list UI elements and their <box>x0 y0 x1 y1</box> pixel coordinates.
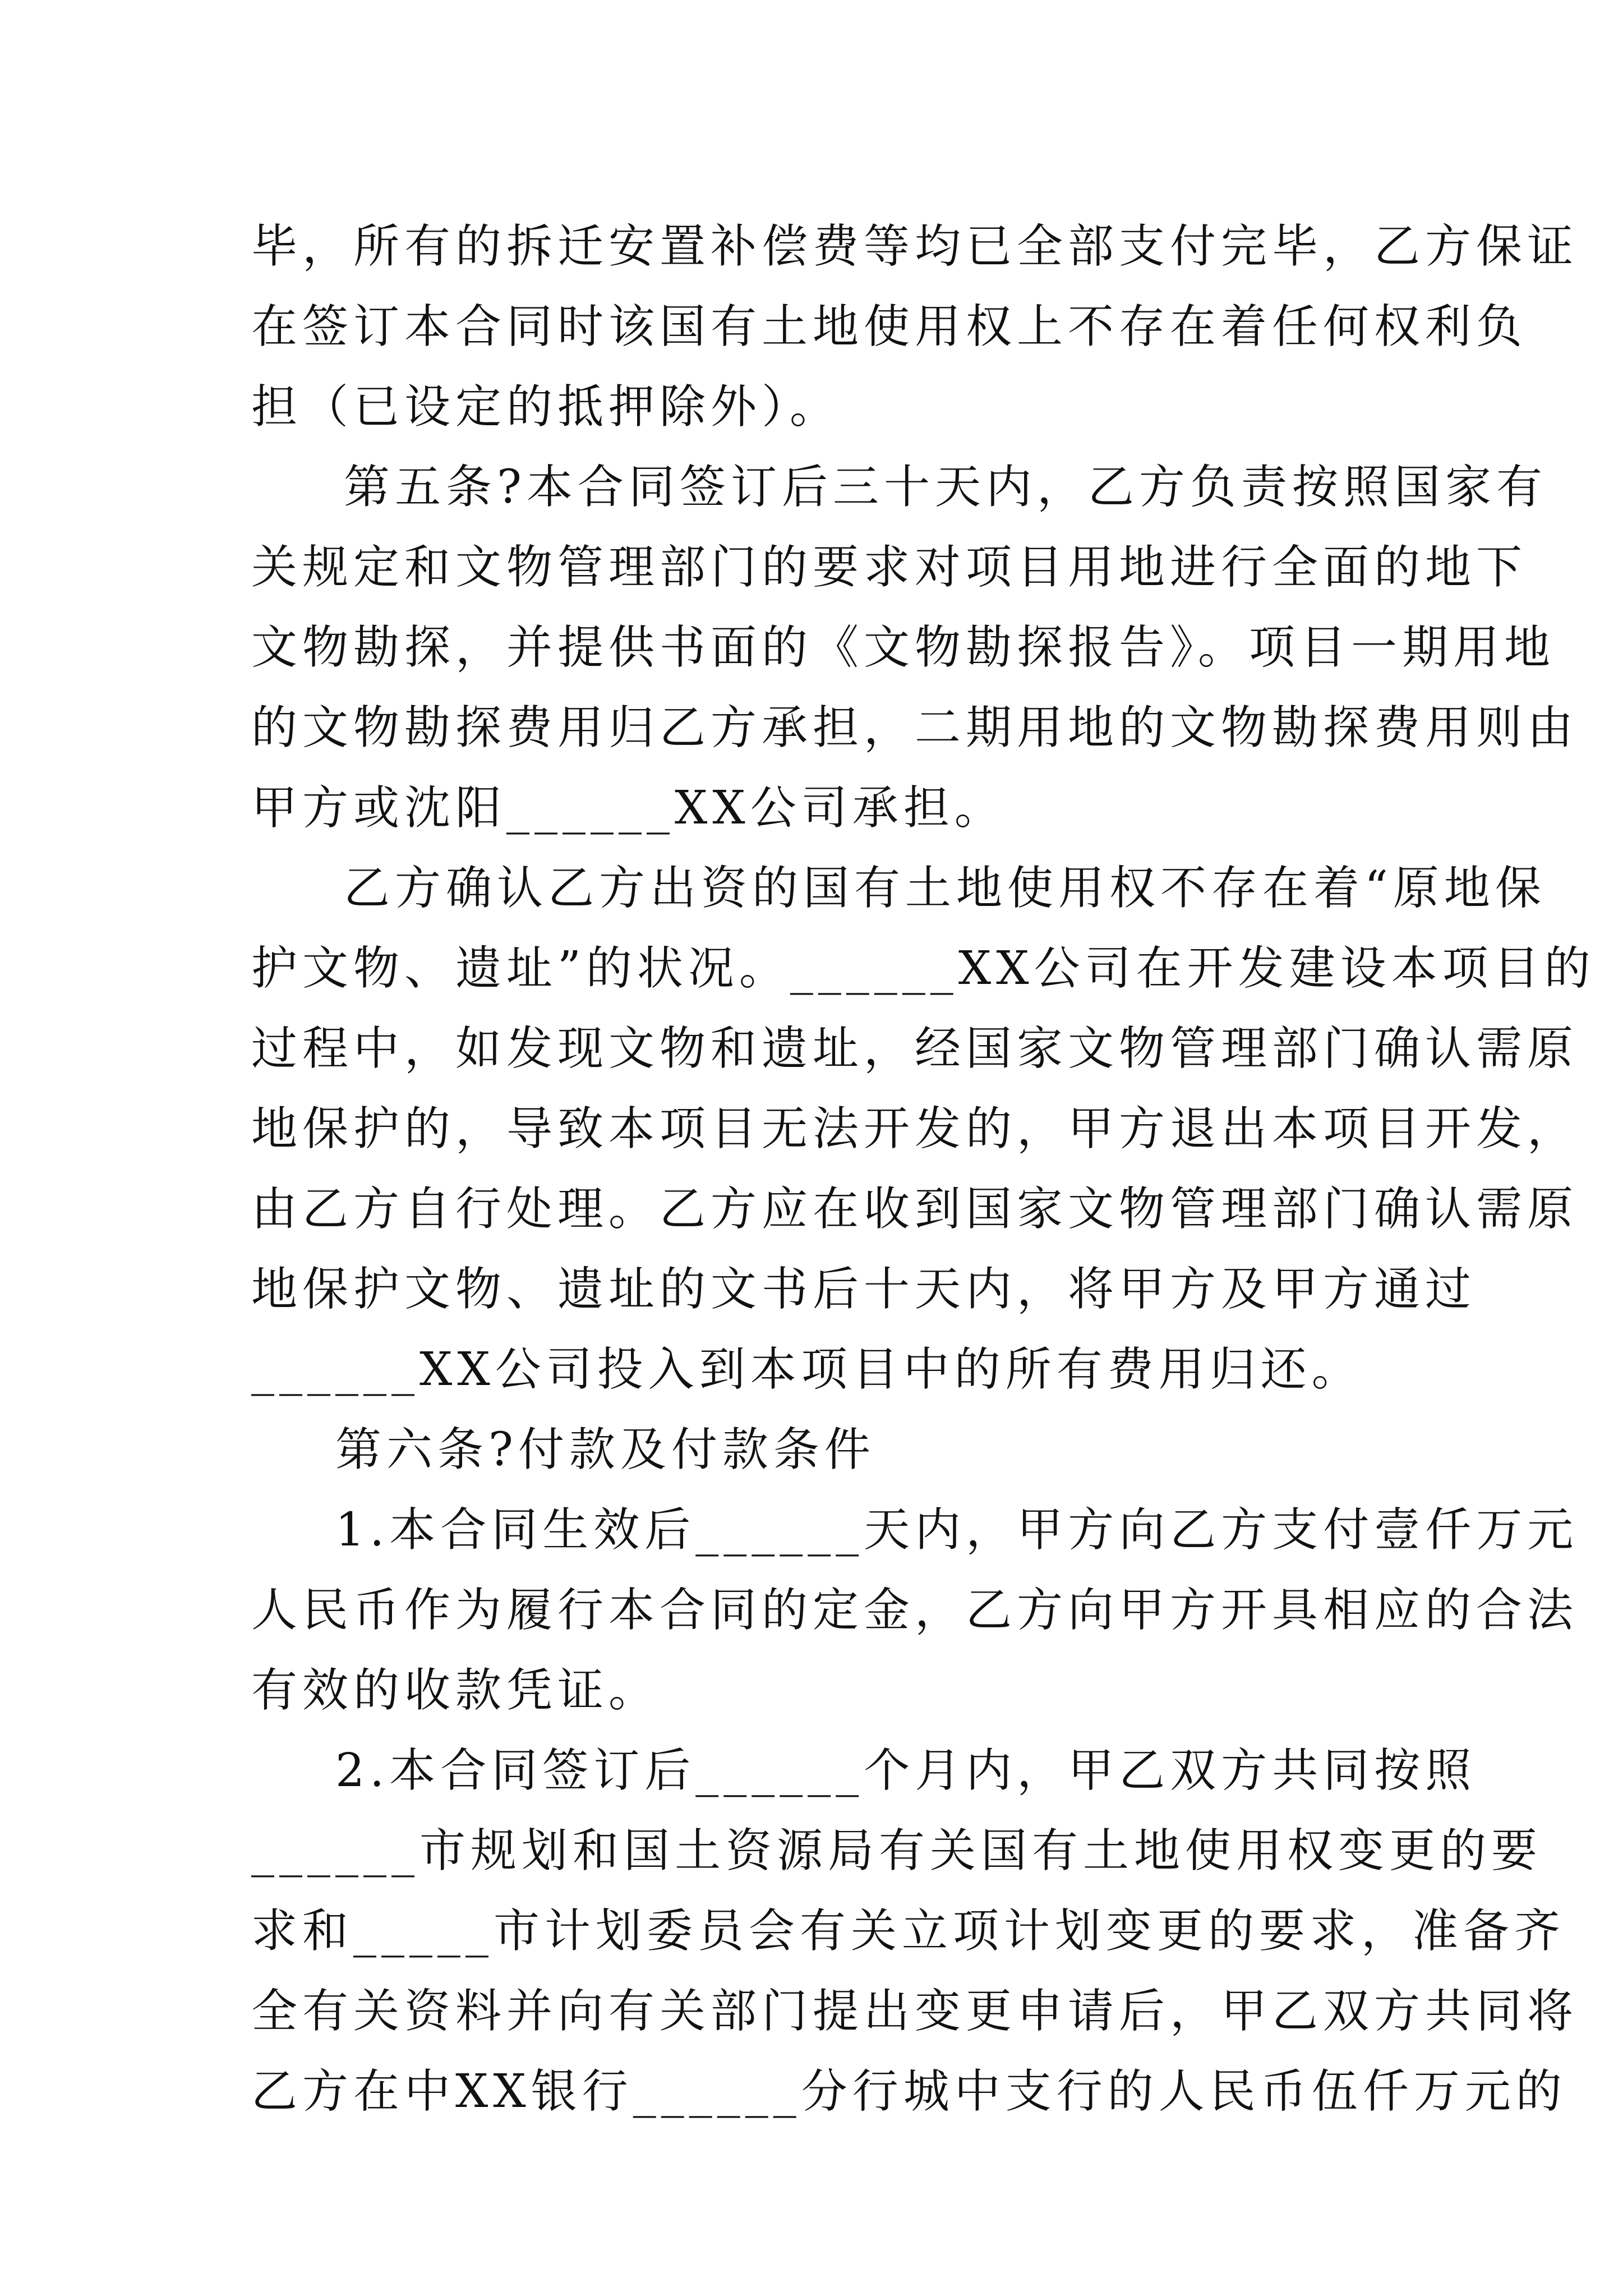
text-line: 的文物勘探费用归乙方承担，二期用地的文物勘探费用则由 <box>251 701 1579 754</box>
article-6-heading: 第六条?付款及付款条件 <box>335 1423 875 1476</box>
text-line: ______市规划和国土资源局有关国有土地使用权变更的要 <box>251 1824 1543 1878</box>
text-line: 文物勘探，并提供书面的《文物勘探报告》。项目一期用地 <box>251 621 1556 674</box>
clause-1-start-line: 1.本合同生效后______天内，甲方向乙方支付壹仟万元 <box>335 1503 1579 1557</box>
text-line: 地保护的，导致本项目无法开发的，甲方退出本项目开发， <box>251 1102 1579 1156</box>
text-line: 人民币作为履行本合同的定金，乙方向甲方开具相应的合法 <box>251 1584 1579 1637</box>
text-line: 全有关资料并向有关部门提出变更申请后，甲乙双方共同将 <box>251 1985 1579 2038</box>
text-line: 求和_____市计划委员会有关立项计划变更的要求，准备齐 <box>251 1904 1566 1958</box>
text-line: 关规定和文物管理部门的要求对项目用地进行全面的地下 <box>251 541 1528 594</box>
text-line: 毕，所有的拆迁安置补偿费等均已全部支付完毕，乙方保证 <box>251 220 1579 273</box>
text-line: 担（已设定的抵押除外）。 <box>251 380 841 434</box>
article-5-heading-line: 第五条?本合同签订后三十天内，乙方负责按照国家有 <box>344 461 1547 514</box>
paragraph-start-line: 乙方确认乙方出资的国有土地使用权不存在着“原地保 <box>344 862 1546 915</box>
text-line: 乙方在中XX银行______分行城中支行的人民币伍仟万元的 <box>251 2065 1567 2118</box>
text-line: 甲方或沈阳______XX公司承担。 <box>251 781 1006 835</box>
text-line: 过程中，如发现文物和遗址，经国家文物管理部门确认需原 <box>251 1022 1579 1075</box>
text-line: 护文物、遗址”的状况。______XX公司在开发建设本项目的 <box>251 942 1596 995</box>
clause-2-start-line: 2.本合同签订后______个月内，甲乙双方共同按照 <box>335 1744 1477 1797</box>
text-line: 有效的收款凭证。 <box>251 1664 660 1717</box>
document-body <box>251 206 1596 2132</box>
text-line: ______XX公司投入到本项目中的所有费用归还。 <box>251 1343 1363 1396</box>
text-line: 在签订本合同时该国有土地使用权上不存在着任何权利负 <box>251 300 1528 353</box>
text-line: 地保护文物、遗址的文书后十天内，将甲方及甲方通过 <box>251 1263 1477 1316</box>
text-line: 由乙方自行处理。乙方应在收到国家文物管理部门确认需原 <box>251 1182 1579 1236</box>
